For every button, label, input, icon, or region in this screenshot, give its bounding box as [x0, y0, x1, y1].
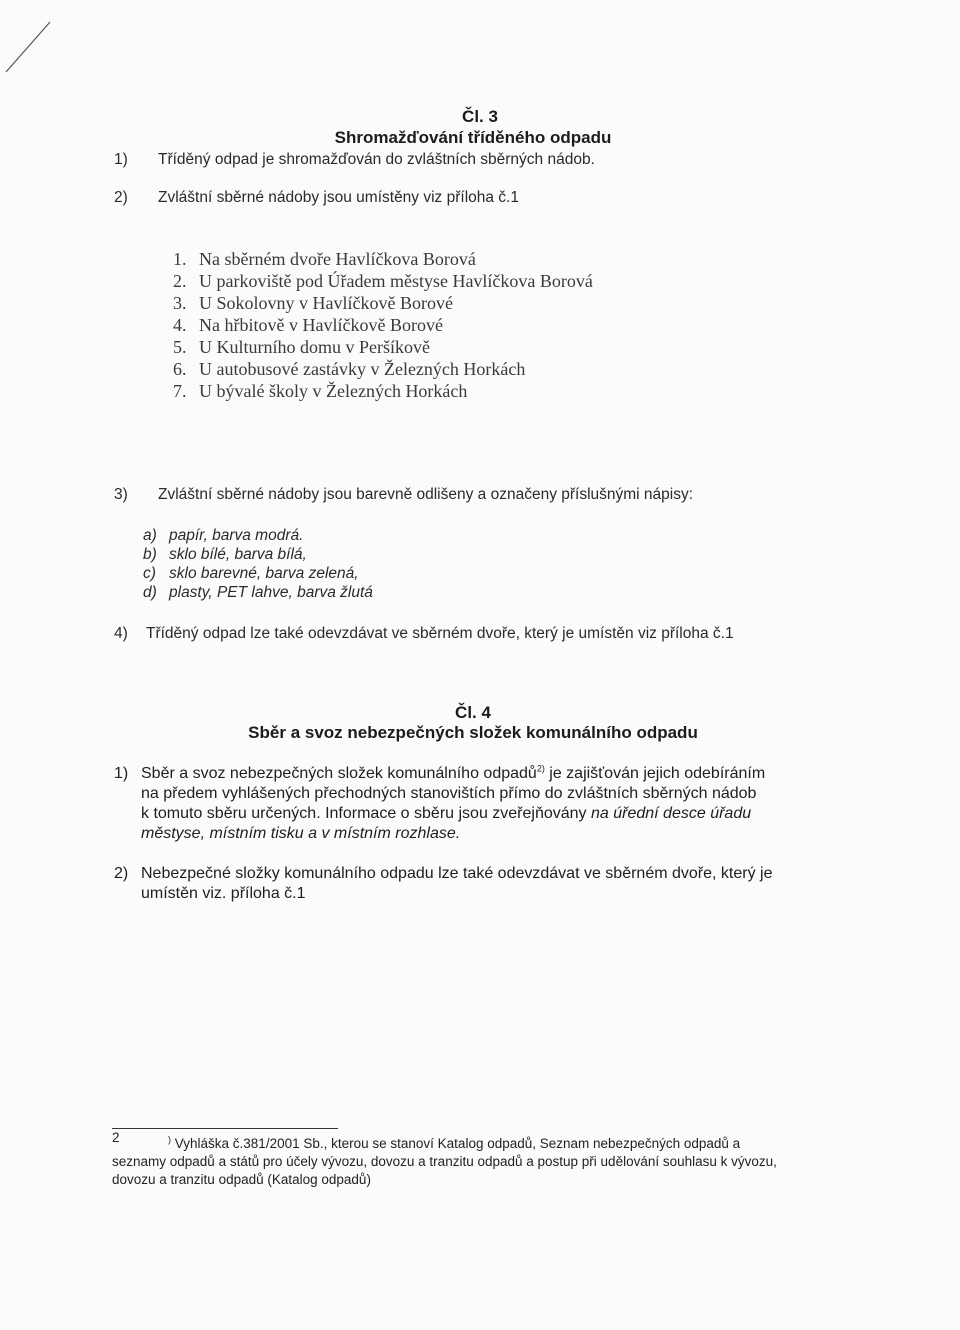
list-item: c) sklo barevné, barva zelená, — [143, 565, 359, 582]
list-item: 2. U parkoviště pod Úřadem městyse Havlíčkova Borová — [173, 271, 593, 291]
paragraph-text: Zvláštní sběrné nádoby jsou umístěny viz příloha č.1 — [158, 189, 519, 206]
list-item: 6. U autobusové zastávky v Železných Horkách — [173, 359, 526, 379]
footnote-mark: 2 — [112, 1130, 120, 1145]
article-4-title: Sběr a svoz nebezpečných složek komunálního odpadu — [248, 723, 698, 742]
list-item: 4. Na hřbitově v Havlíčkově Borové — [173, 315, 443, 335]
collection-locations-list — [173, 248, 593, 402]
footnote-reference: 2) — [536, 763, 545, 774]
list-item: b) sklo bílé, barva bílá, — [143, 546, 307, 563]
list-item: d) plasty, PET lahve, barva žlutá — [143, 584, 373, 601]
list-item: 1. Na sběrném dvoře Havlíčkova Borová — [173, 249, 476, 269]
article-3-title: Shromažďování tříděného odpadu — [334, 128, 612, 147]
bin-colors-list — [143, 526, 373, 602]
list-item: 5. U Kulturního domu v Peršíkově — [173, 337, 430, 357]
paragraph-text: Tříděný odpad lze také odevzdávat ve sběrném dvoře, který je umístěn viz příloha č.1 — [146, 625, 734, 642]
article-4-paragraph-1: 1) Sběr a svoz nebezpečných složek komunálního odpadů$^{2)}$ je zajišťován jejich odebíráním na předem vyhlášených přechodných stanovištích přímo do zvláštních sběrných nádob k tomuto sběru určených. Informace o sběru jsou zveřejňovány na úřední desce úřadu městyse, místním tisku a v místním rozhlase. — [114, 763, 766, 842]
footnote: 2 ) Vyhláška č.381/2001 Sb., kterou se stanoví Katalog odpadů, Seznam nebezpečných odpadů a seznamy odpadů a států pro účely vývozu, dovozu a tranzitu odpadů a postup při udělování souhlasu k vývozu, dovozu a tranzitu odpadů (Katalog odpadů) — [112, 1130, 777, 1187]
article-3-paragraph-3 — [114, 485, 693, 505]
article-3-paragraph-4 — [114, 624, 734, 644]
list-item: 3. U Sokolovny v Havlíčkově Borové — [173, 293, 453, 313]
article-3-number: Čl. 3 — [462, 107, 498, 126]
article-4-number: Čl. 4 — [455, 703, 491, 722]
paragraph-number: 3) — [114, 486, 128, 503]
article-4-paragraph-2: 2) Nebezpečné složky komunálního odpadu lze také odevzdávat ve sběrném dvoře, který je umístěn viz. příloha č.1 — [114, 865, 773, 902]
paragraph-number: 1) — [114, 765, 129, 782]
article-3-paragraph-2 — [114, 188, 519, 208]
paragraph-text: Zvláštní sběrné nádoby jsou barevně odlišeny a označeny příslušnými nápisy: — [158, 486, 694, 503]
paragraph-number: 4) — [114, 625, 128, 642]
paragraph-number: 2) — [114, 189, 128, 206]
pen-stroke-mark — [0, 0, 80, 80]
paragraph-number: 2) — [114, 865, 129, 882]
article-3-paragraph-1 — [114, 150, 595, 170]
paragraph-number: 1) — [114, 151, 128, 168]
paragraph-text: Tříděný odpad je shromažďován do zvláštních sběrných nádob. — [158, 151, 595, 168]
list-item: 7. U bývalé školy v Železných Horkách — [173, 381, 468, 401]
list-item: a) papír, barva modrá. — [143, 527, 304, 544]
